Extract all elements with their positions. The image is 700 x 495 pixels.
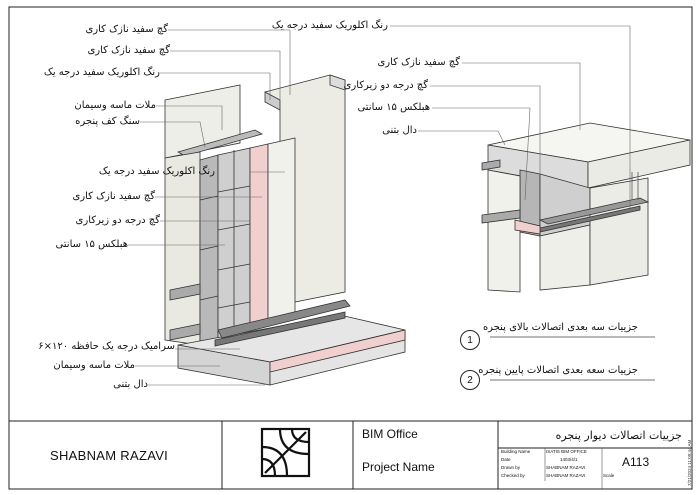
reference-text-1: جزییات سه بعدی اتصالات بالای پنجره <box>482 322 638 333</box>
row-value-building: ISATIS BIM OFFICE <box>546 449 587 454</box>
label-main-2: گچ سفید نازک کاری <box>87 45 170 56</box>
label-main-12: دال بتنی <box>113 379 148 390</box>
label-main-7: گچ سفید نازک کاری <box>72 191 155 202</box>
row-key-building: Building Name <box>501 449 531 454</box>
label-upper-1: رنگ اکلوریک سفید درجه یک <box>271 20 388 31</box>
label-upper-2: گچ سفید نازک کاری <box>377 57 460 68</box>
row-key-checked: Checked by <box>501 473 525 478</box>
label-main-11: ملات ماسه وسیمان <box>53 360 135 371</box>
label-main-1: گچ سفید نازک کاری <box>85 24 168 35</box>
label-main-3: رنگ اکلوریک سفید درجه یک <box>43 67 160 78</box>
label-main-5: سنگ کف پنجره <box>75 116 140 127</box>
office-logo <box>262 429 309 476</box>
label-main-4: ملات ماسه وسیمان <box>74 100 156 111</box>
scale-label: Scale <box>603 473 615 478</box>
row-value-drawn: SHABNAM RAZAVI <box>546 465 586 470</box>
label-upper-4: هبلکس ۱۵ سانتی <box>357 102 430 113</box>
reference-number-2: 2 <box>460 370 480 390</box>
sheet-title: جزییات اتصالات دیوار پنجره <box>555 429 682 442</box>
label-upper-5: دال بتنی <box>382 125 417 136</box>
label-main-9: هبلکس ۱۵ سانتی <box>55 239 128 250</box>
label-upper-3: گچ درجه دو زیرکاری <box>343 80 428 91</box>
upper-window-detail <box>482 123 690 292</box>
row-value-checked: SHABNAM RAZAVI <box>546 473 586 478</box>
label-main-6: رنگ اکلوریک سفید درجه یک <box>98 166 215 177</box>
title-block-table <box>500 449 615 487</box>
row-key-drawn: Drawn by <box>501 465 521 470</box>
office-name: BIM Office <box>362 427 418 441</box>
row-key-date: Date <box>501 457 511 462</box>
reference-number-1: 1 <box>460 330 480 350</box>
author-name: SHABNAM RAZAVI <box>50 448 169 463</box>
main-wall-detail <box>165 75 405 385</box>
label-main-10: سرامیک درجه یک حافظه ۱۲۰×۶ <box>38 341 175 352</box>
sheet-number: A113 <box>622 455 650 469</box>
label-main-8: گچ درجه دو زیرکاری <box>75 215 160 226</box>
project-name: Project Name <box>362 460 435 474</box>
row-value-date: 1403/4/1 <box>560 457 578 462</box>
reference-text-2: جزییات سعه بعدی اتصالات پایین پنجره <box>478 365 638 376</box>
print-timestamp: 7/21/2024 11:09:44 AM <box>687 439 692 486</box>
